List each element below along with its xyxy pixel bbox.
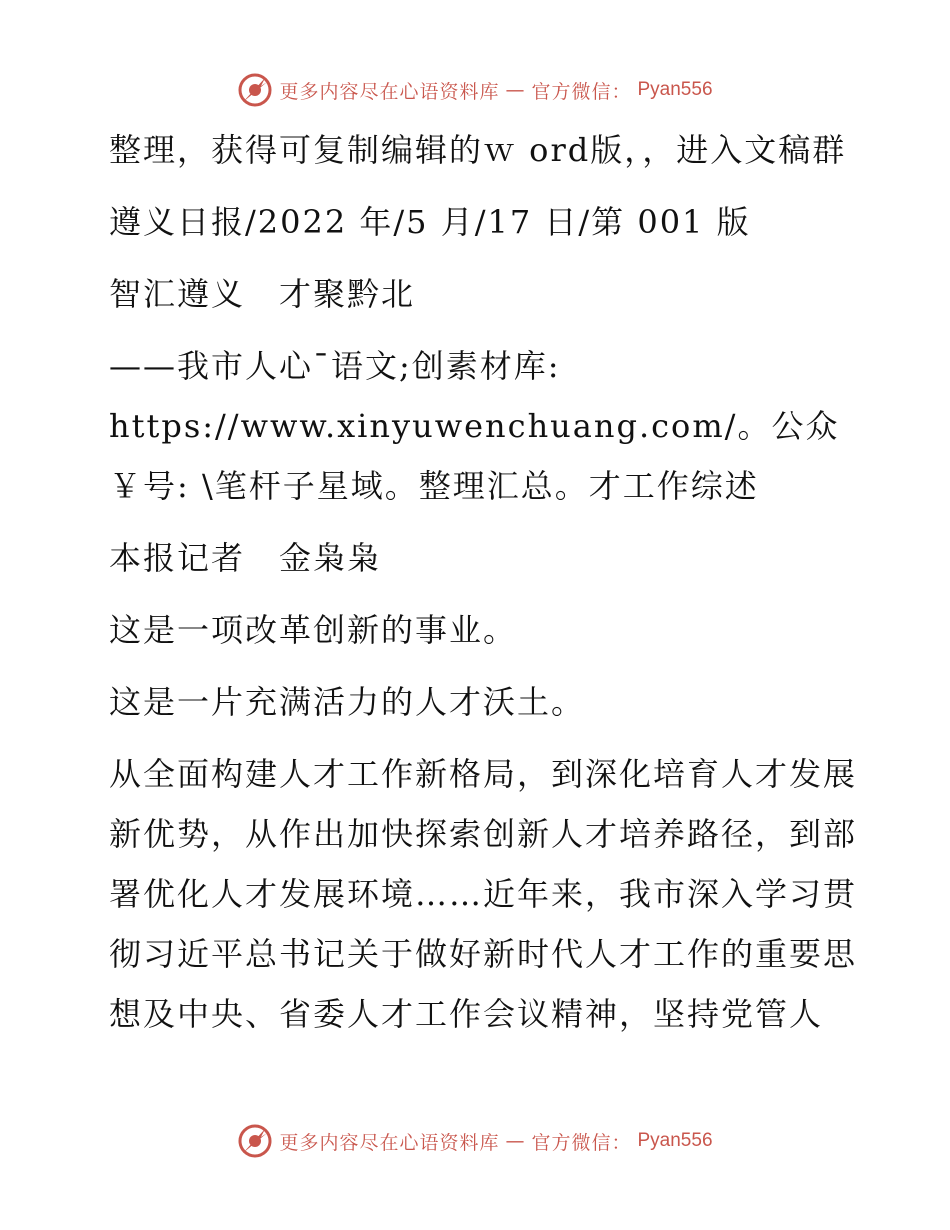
document-body [97, 120, 857, 1044]
watermark-separator: — [505, 79, 526, 101]
watermark-label: 官方微信： [531, 1131, 632, 1154]
lead-paragraph-1: 这是一项改革创新的事业。 [109, 611, 518, 649]
title-line: 整理，获得可复制编辑的ｗ ord版，，进入文稿群 [109, 131, 847, 169]
watermark-wechat-id: Pyan556 [637, 1130, 713, 1151]
watermark-text: 更多内容尽在心语资料库 [279, 80, 500, 103]
quill-logo-icon [237, 1123, 273, 1159]
watermark-text: 更多内容尽在心语资料库 [279, 1131, 500, 1154]
headline: 智汇遵义 才聚黔北 [109, 275, 416, 313]
byline: 本报记者 金枭枭 [109, 539, 382, 577]
dateline: 遵义日报/2022 年/5 月/17 日/第 001 版 [109, 203, 751, 241]
subheadline: ——我市人心¯语文;创素材库: https://www.xinyuwenchuang.com/。公众￥号: \笔杆子星域。整理汇总。才工作综述 [109, 347, 840, 505]
body-paragraph-1: 从全面构建人才工作新格局，到深化培育人才发展新优势，从作出加快探索创新人才培养路径，到部署优化人才发展环境……近年来，我市深入学习贯彻习近平总书记关于做好新时代人才工作的重要思想及中央、省委人才工作会议精神，坚持党管人 [109, 755, 858, 1033]
lead-paragraph-2: 这是一片充满活力的人才沃土。 [109, 683, 586, 721]
watermark-footer [0, 1123, 950, 1159]
watermark-header [0, 72, 950, 108]
watermark-label: 官方微信： [531, 80, 632, 103]
watermark-separator: — [505, 1130, 526, 1152]
quill-logo-icon [237, 72, 273, 108]
watermark-wechat-id: Pyan556 [637, 79, 713, 100]
